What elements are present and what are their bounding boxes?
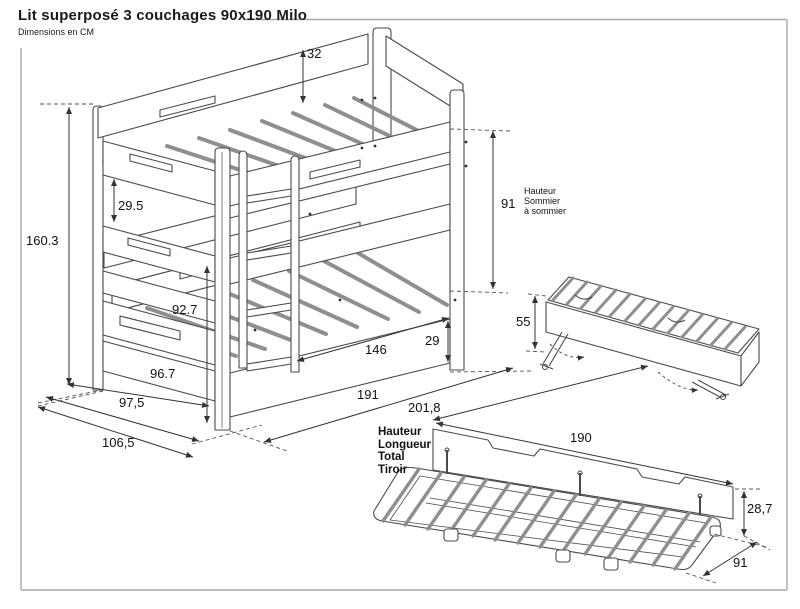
label-sommier-to-sommier bbox=[524, 186, 566, 216]
dim-rail-above-slats: 32 bbox=[307, 46, 322, 61]
label-line: Sommier bbox=[524, 196, 561, 206]
label-line: Tiroir bbox=[378, 463, 408, 476]
dim-total-length: 201,8 bbox=[408, 400, 441, 415]
dim-depth-with-ladder: 106,5 bbox=[102, 435, 135, 450]
dim-lower-rail-height: 29 bbox=[425, 333, 440, 348]
page-title: Lit superposé 3 couchages 90x190 Milo bbox=[18, 7, 308, 24]
dim-floor-to-lower-rail: 92.7 bbox=[172, 302, 198, 317]
dim-rail-gap: 29.5 bbox=[118, 198, 144, 213]
label-line: à sommier bbox=[524, 206, 567, 216]
label-line: Hauteur bbox=[524, 186, 557, 196]
dim-depth-overall: 97,5 bbox=[119, 395, 145, 410]
label-drawer bbox=[378, 426, 431, 476]
dim-drawer-width: 91 bbox=[733, 555, 748, 570]
label-line: Longueur bbox=[378, 438, 432, 451]
dim-depth-between-posts: 96.7 bbox=[150, 366, 176, 381]
dim-drawer-length: 190 bbox=[570, 430, 592, 445]
dim-bed-length: 191 bbox=[357, 387, 379, 402]
dim-trundle-height: 55 bbox=[516, 314, 531, 329]
dim-drawer-height: 28,7 bbox=[747, 501, 773, 516]
page-subtitle: Dimensions en CM bbox=[18, 27, 95, 37]
dim-sommier-to-sommier: 91 bbox=[501, 196, 516, 211]
dim-inner-length: 146 bbox=[365, 342, 387, 357]
trundle-bed-illustration bbox=[540, 277, 759, 400]
label-line: Hauteur bbox=[378, 426, 422, 438]
label-line: Total bbox=[378, 451, 405, 463]
dim-total-height: 160.3 bbox=[26, 233, 59, 248]
